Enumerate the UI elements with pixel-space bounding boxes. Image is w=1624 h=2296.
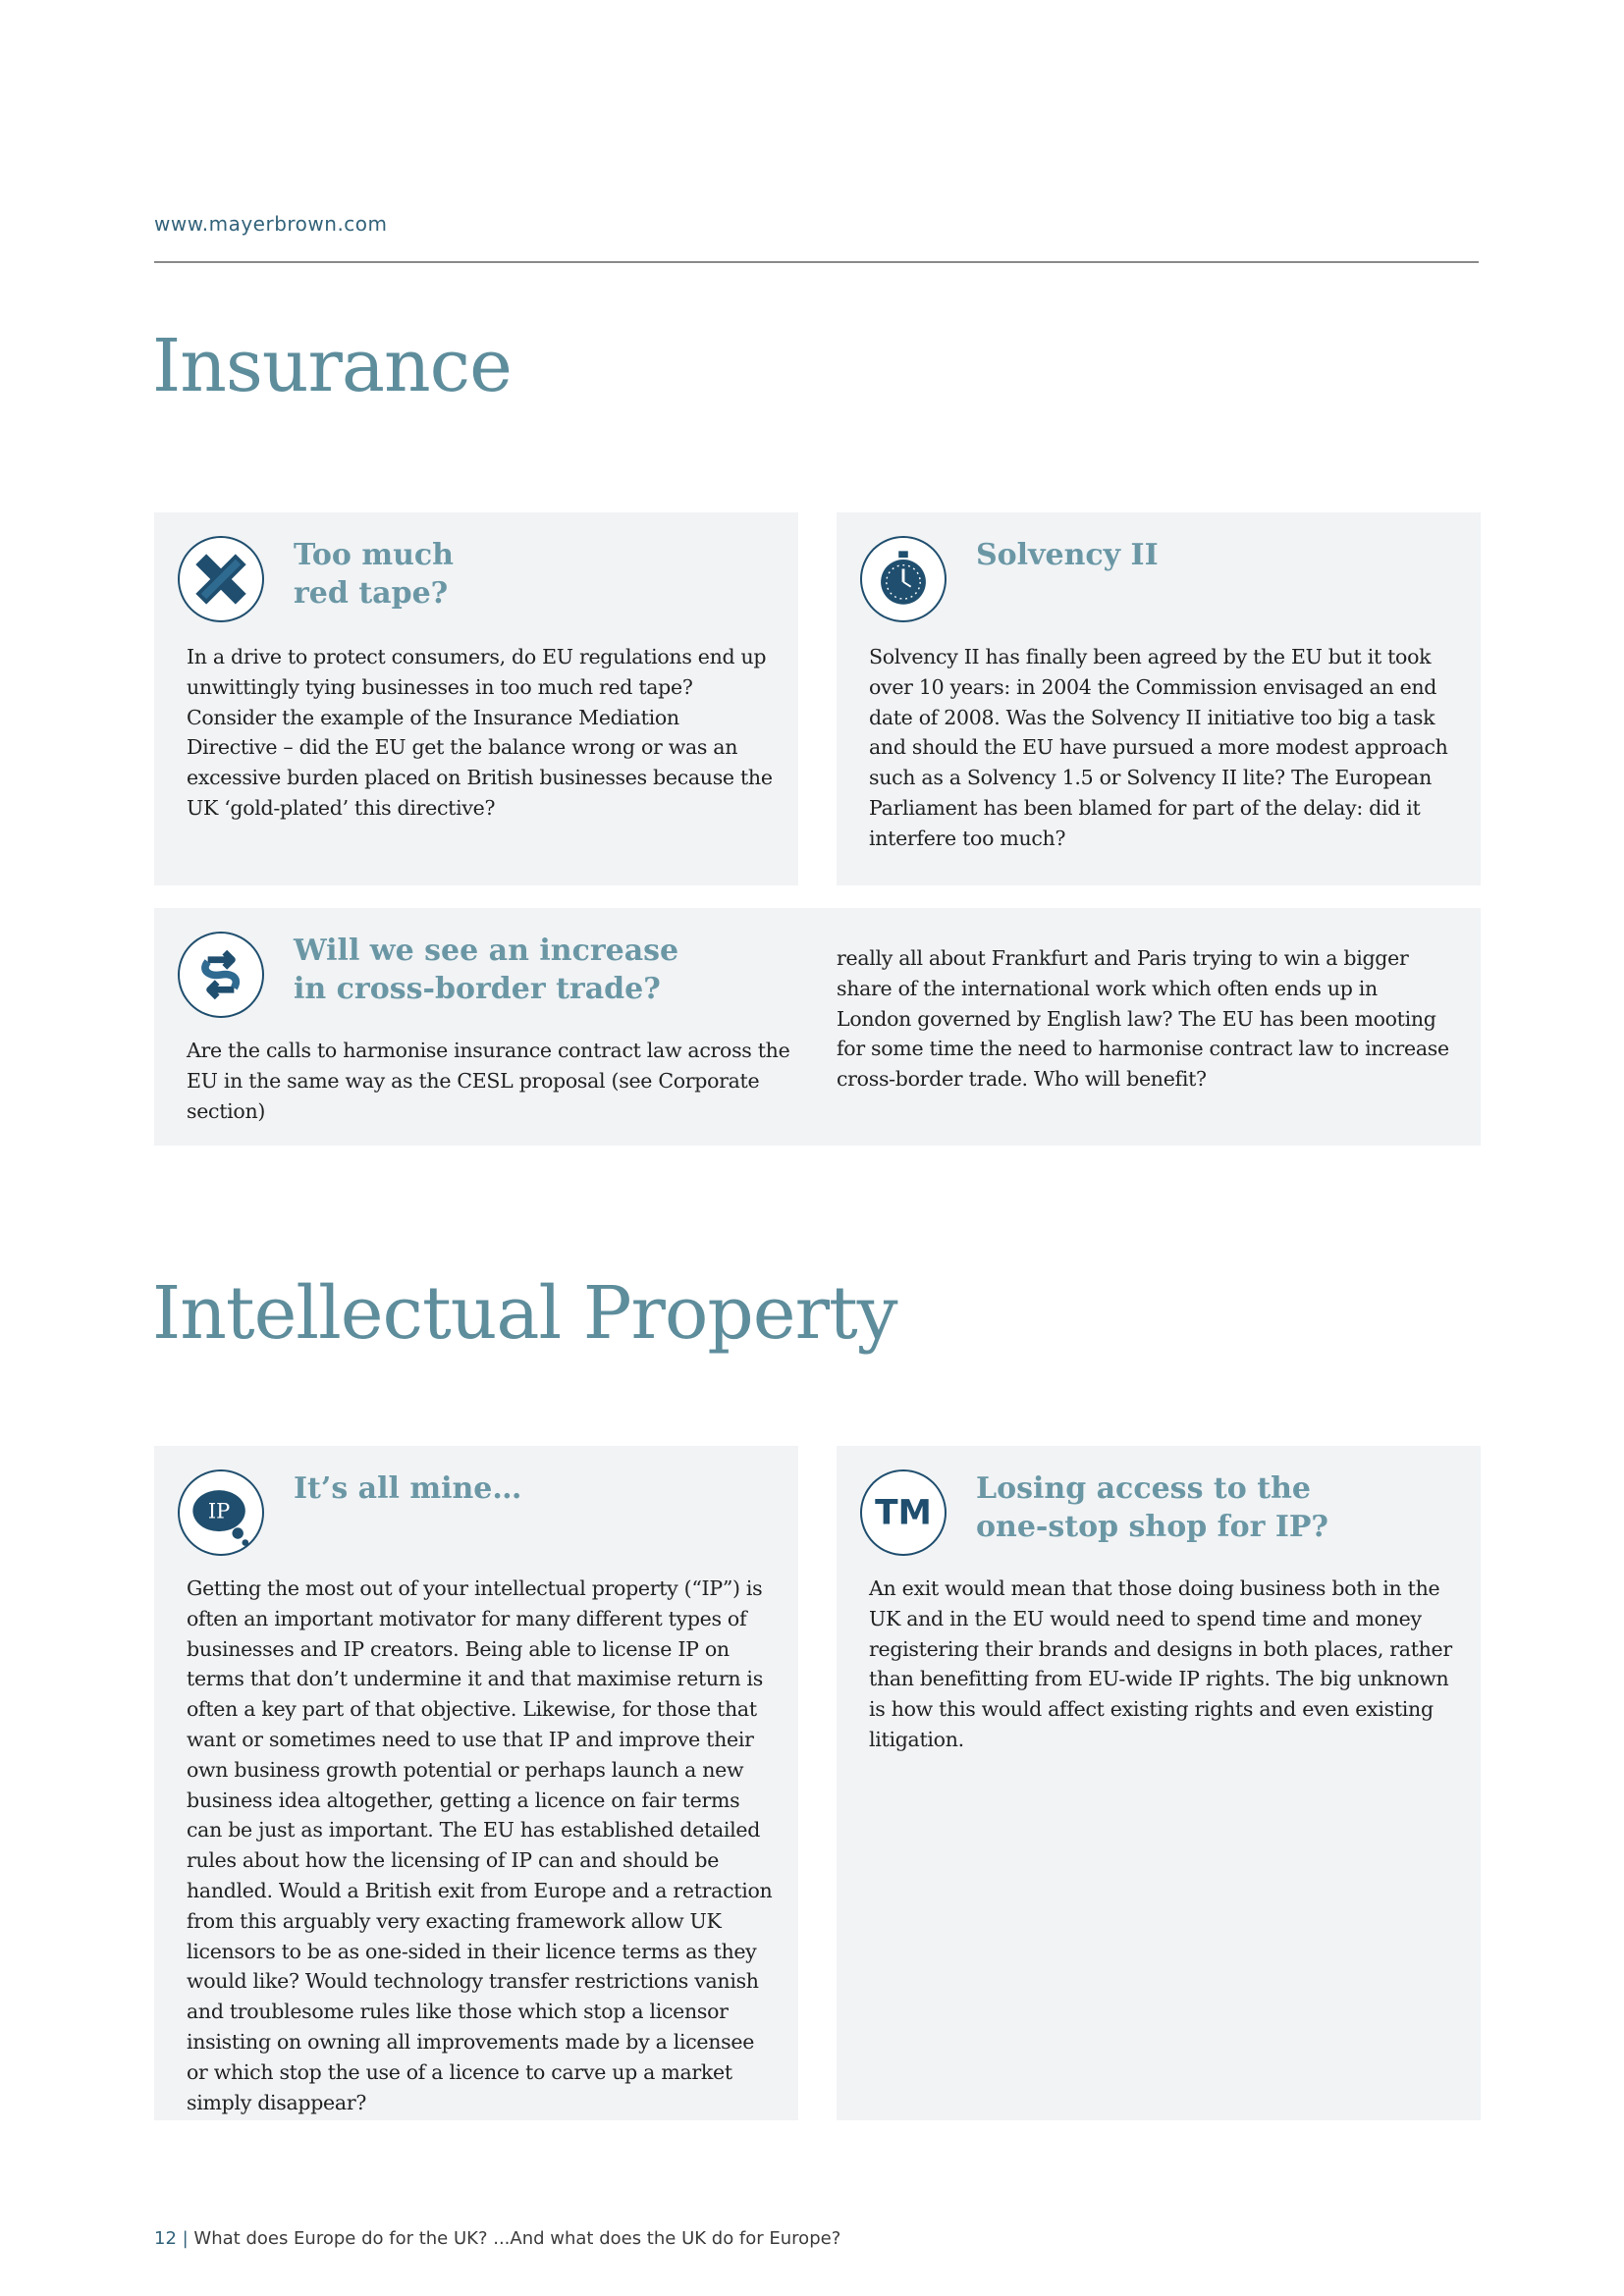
- card-title-cross-border: Will we see an increase in cross-border trade?: [294, 934, 679, 1006]
- card-cross-border: [154, 908, 1481, 1146]
- card-title-red-tape: Too much red tape?: [294, 538, 454, 611]
- section-title-insurance: Insurance: [152, 324, 512, 408]
- page-footer: [154, 2228, 840, 2249]
- stopwatch-icon: [860, 536, 947, 622]
- footer-separator: |: [176, 2228, 194, 2249]
- section-title-intellectual-property: Intellectual Property: [152, 1271, 897, 1356]
- exchange-arrows-icon: [178, 932, 264, 1018]
- header-divider: [154, 261, 1479, 263]
- footer-text: What does Europe do for the UK? ...And what does the UK do for Europe?: [193, 2228, 841, 2249]
- card-body-cross-border-left: Are the calls to harmonise insurance contract law across the EU in the same way as the CESL proposal (see Corporate section): [187, 1039, 790, 1123]
- card-red-tape: [154, 512, 798, 885]
- header-url[interactable]: www.mayerbrown.com: [154, 212, 388, 236]
- card-body-solvency: Solvency II has finally been agreed by the EU but it took over 10 years: in 2004 the Commission envisaged an end date of 2008. Was the Solvency II initiative too big a task and should the EU have pursued a more modest approach such as a Solvency 1.5 or Solvency II lite? The European Parliament has been blamed for part of the delay: did it interfere too much?: [869, 645, 1448, 850]
- card-body-cross-border-right: really all about Frankfurt and Paris trying to win a bigger share of the international work which often ends up in London governed by English law? The EU has been mooting for some time the need to harmonise contract law to increase cross-border trade. Who will benefit?: [837, 946, 1449, 1092]
- card-title-solvency: Solvency II: [976, 538, 1159, 572]
- card-one-stop-shop: [837, 1446, 1481, 2120]
- tm-icon-label: TM: [875, 1493, 932, 1533]
- card-body-all-mine: Getting the most out of your intellectual property (“IP”) is often an important motivator for many different types of businesses and IP creators. Being able to license IP on terms that don’t undermine it and that maximise return is often a key part of that objective. Likewise, for those that want or sometimes need to use that IP and improve their own business growth potential or perhaps launch a new business idea altogether, getting a licence on fair terms can be just as important. The EU has established detailed rules about how the licensing of IP can and should be handled. Would a British exit from Europe and a retraction from this arguably very exacting framework allow UK licensors to be as one-sided in their licence terms as they would like? Would technology transfer restrictions vanish and troublesome rules like those which stop a licensor insisting on owning all improvements made by a licensee or which stop the use of a licence to carve up a market simply disappear?: [187, 1576, 773, 2114]
- card-title-all-mine: It’s all mine…: [294, 1471, 522, 1506]
- ip-thought-bubble-icon: [178, 1469, 264, 1556]
- red-tape-cross-icon: [178, 536, 264, 622]
- ip-icon-label: IP: [207, 1499, 231, 1523]
- card-all-mine: [154, 1446, 798, 2120]
- card-title-one-stop-shop: Losing access to the one-stop shop for IP?: [976, 1471, 1329, 1544]
- card-body-one-stop-shop: An exit would mean that those doing business both in the UK and in the EU would need to spend time and money registering their brands and designs in both places, rather than benefitting from EU-wide IP rights. The big unknown is how this would affect existing rights and even existing litigation.: [869, 1576, 1452, 1751]
- card-body-red-tape: In a drive to protect consumers, do EU regulations end up unwittingly tying businesses in too much red tape? Consider the example of the Insurance Mediation Directive – did the EU get the balance wrong or was an excessive burden placed on British businesses because the UK ‘gold-plated’ this directive?: [187, 645, 773, 820]
- page-number: 12: [154, 2228, 177, 2249]
- card-solvency: [837, 512, 1481, 885]
- trademark-icon: [860, 1469, 947, 1556]
